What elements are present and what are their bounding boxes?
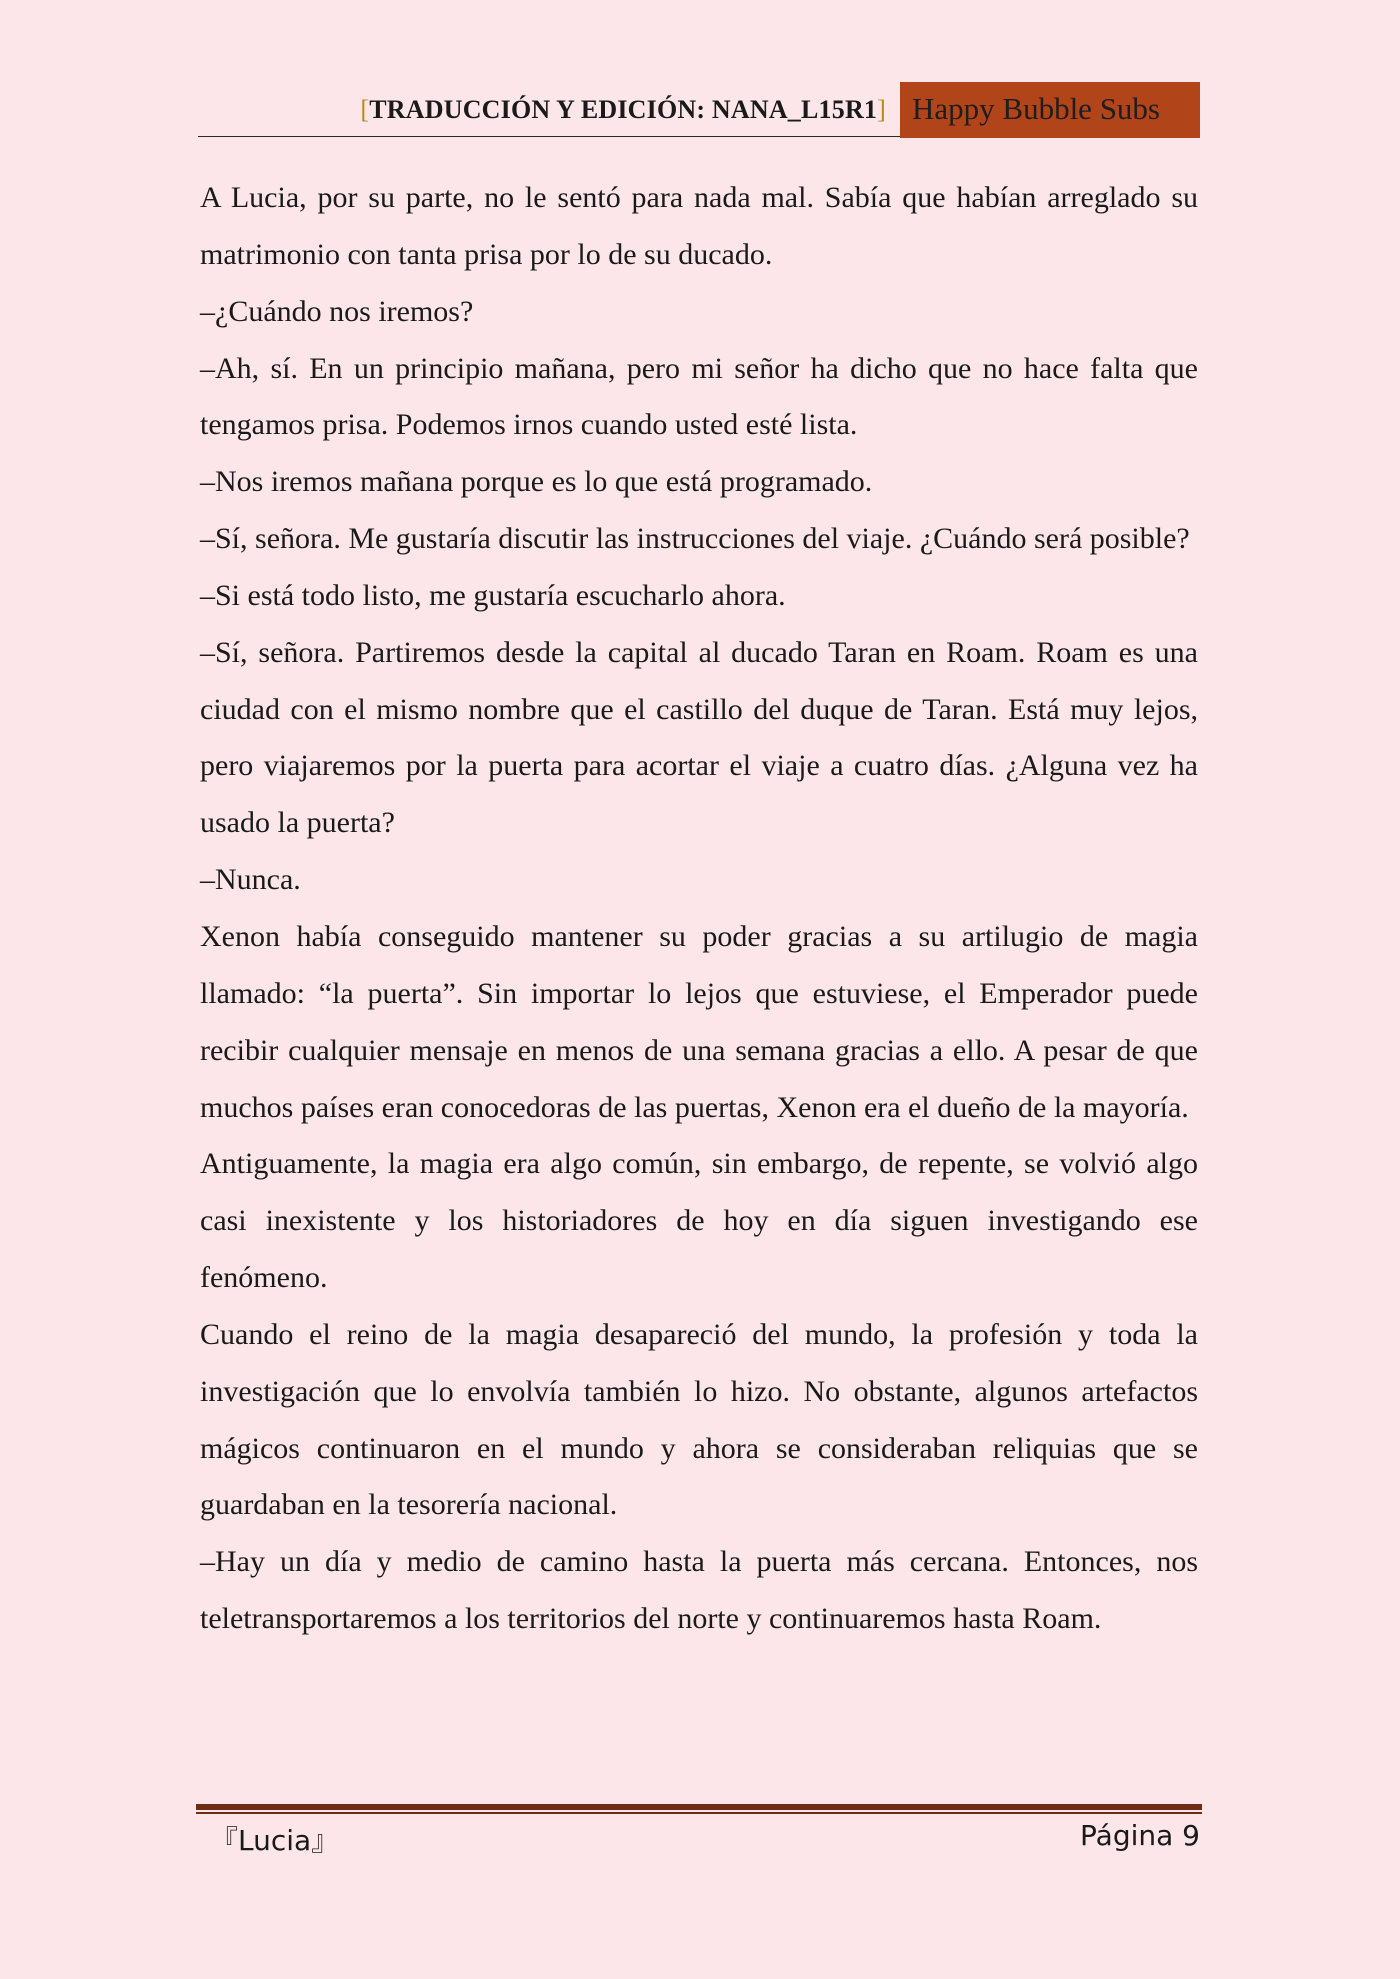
bracket-open: [ <box>360 95 370 124</box>
page-header <box>198 82 1200 138</box>
paragraph: –Si está todo listo, me gustaría escucharlo ahora. <box>200 578 786 612</box>
paragraph: A Lucia, por su parte, no le sentó para nada mal. Sabía que habían arreglado su matrimonio con tanta prisa por lo de su ducado. <box>200 181 1198 271</box>
translation-credit <box>198 82 900 137</box>
paragraph: –¿Cuándo nos iremos? <box>200 294 474 328</box>
body-text <box>200 170 1198 1648</box>
paragraph: –Ah, sí. En un principio mañana, pero mi señor ha dicho que no hace falta que tengamos prisa. Podemos irnos cuando usted esté lista. <box>200 351 1198 442</box>
paragraph: –Hay un día y medio de camino hasta la puerta más cercana. Entonces, nos teletransportaremos a los territorios del norte y continuaremos hasta Roam. <box>200 1545 1198 1636</box>
footer-page-number: Página 9 <box>1080 1819 1200 1852</box>
bracket-close: ] <box>877 95 886 124</box>
paragraph: Xenon había conseguido mantener su poder gracias a su artilugio de magia llamado: “la puerta”. Sin importar lo lejos que estuviese, el Emperador puede recibir cualquier mensaje en menos de una semana gracias a ello. A pesar de que muchos países eran conocedoras de las puertas, Xenon era el dueño de la mayoría. <box>200 919 1198 1124</box>
footer-divider-thick <box>196 1804 1202 1810</box>
paragraph: –Nos iremos mañana porque es lo que está programado. <box>200 465 873 499</box>
paragraph: –Sí, señora. Me gustaría discutir las instrucciones del viaje. ¿Cuándo será posible? <box>200 522 1190 556</box>
group-badge: Happy Bubble Subs <box>900 82 1200 138</box>
footer-book-title: 『Lucia』 <box>210 1824 340 1857</box>
paragraph: –Nunca. <box>200 863 301 897</box>
paragraph: Cuando el reino de la magia desapareció del mundo, la profesión y toda la investigación que lo envolvía también lo hizo. No obstante, algunos artefactos mágicos continuaron en el mundo y ahora se consideraban reliquias que se guardaban en la tesorería nacional. <box>200 1317 1198 1522</box>
credit-text: TRADUCCIÓN Y EDICIÓN: NANA_L15R1 <box>369 95 878 124</box>
paragraph: Antiguamente, la magia era algo común, sin embargo, de repente, se volvió algo casi inexistente y los historiadores de hoy en día siguen investigando ese fenómeno. <box>200 1147 1198 1295</box>
footer-divider-thin <box>196 1812 1202 1814</box>
paragraph: –Sí, señora. Partiremos desde la capital al ducado Taran en Roam. Roam es una ciudad con el mismo nombre que el castillo del duque de Taran. Está muy lejos, pero viajaremos por la puerta para acortar el viaje a cuatro días. ¿Alguna vez ha usado la puerta? <box>200 635 1198 840</box>
